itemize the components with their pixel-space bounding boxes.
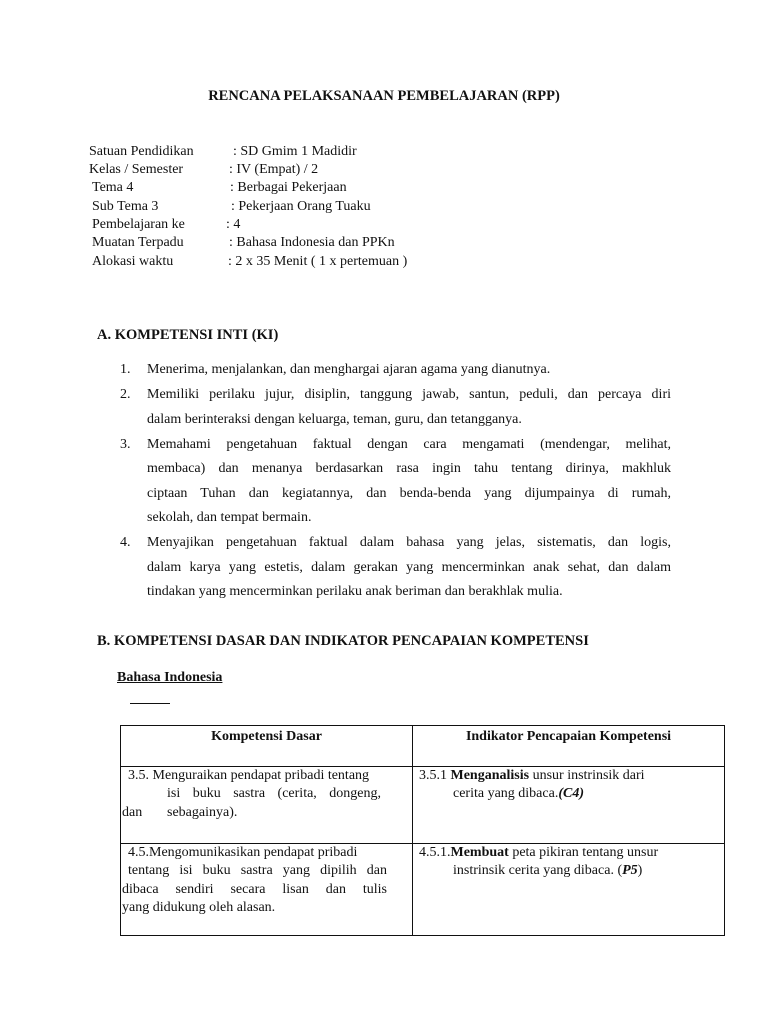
indicator-text: cerita yang dibaca.(C4) bbox=[453, 786, 584, 801]
identity-value: : IV (Empat) / 2 bbox=[229, 162, 319, 177]
identity-label: Kelas / Semester bbox=[89, 162, 184, 177]
indicator-cell bbox=[413, 844, 725, 936]
list-item-number: 3. bbox=[120, 437, 131, 452]
identity-label: Sub Tema 3 bbox=[92, 199, 159, 214]
kd-text: sebagainya). bbox=[167, 805, 238, 820]
identity-label: Alokasi waktu bbox=[92, 254, 174, 269]
list-item-text: tindakan yang mencerminkan perilaku anak beriman dan berakhlak mulia. bbox=[147, 584, 563, 599]
kd-text: tentang isi buku sastra yang dipilih dan bbox=[128, 863, 387, 878]
list-item-text: membaca) dan menanya berdasarkan rasa ingin tahu tentang dirinya, makhluk bbox=[147, 461, 671, 476]
section-a-heading: A. KOMPETENSI INTI (KI) bbox=[97, 327, 279, 343]
list-item-text: ciptaan Tuhan dan kegiatannya, dan benda-benda yang dijumpainya di rumah, bbox=[147, 486, 671, 501]
subject-subheading: Bahasa Indonesia bbox=[117, 670, 223, 685]
indicator-text: instrinsik cerita yang dibaca. (P5) bbox=[453, 863, 643, 878]
divider bbox=[130, 703, 170, 704]
kd-text: isi buku sastra (cerita, dongeng, bbox=[167, 786, 381, 801]
identity-label: Muatan Terpadu bbox=[92, 235, 184, 250]
document-title: RENCANA PELAKSANAAN PEMBELAJARAN (RPP) bbox=[208, 88, 560, 104]
list-item-text: sekolah, dan tempat bermain. bbox=[147, 510, 312, 525]
competency-table bbox=[120, 725, 725, 936]
kd-text: 4.5.Mengomunikasikan pendapat pribadi bbox=[128, 845, 358, 860]
kd-cell bbox=[121, 767, 413, 844]
list-item-number: 1. bbox=[120, 362, 131, 377]
column-header-indicator: Indikator Pencapaian Kompetensi bbox=[413, 726, 725, 767]
indicator-cell bbox=[413, 767, 725, 844]
list-item-text: Memiliki perilaku jujur, disiplin, tanggung jawab, santun, peduli, dan percaya diri bbox=[147, 387, 671, 402]
kd-cell bbox=[121, 844, 413, 936]
table-row bbox=[121, 767, 725, 844]
kd-text: dibaca sendiri secara lisan dan tulis bbox=[122, 882, 387, 897]
identity-value: : 2 x 35 Menit ( 1 x pertemuan ) bbox=[228, 254, 408, 269]
table-row bbox=[121, 844, 725, 936]
column-header-kd: Kompetensi Dasar bbox=[121, 726, 413, 767]
list-item-text: dalam berinteraksi dengan keluarga, teman, guru, dan tetangganya. bbox=[147, 412, 522, 427]
list-item-number: 4. bbox=[120, 535, 131, 550]
indicator-text: 4.5.1.Membuat peta pikiran tentang unsur bbox=[419, 845, 659, 860]
identity-value: : Berbagai Pekerjaan bbox=[230, 180, 347, 195]
kd-text: yang didukung oleh alasan. bbox=[122, 900, 276, 915]
kd-text: 3.5. Menguraikan pendapat pribadi tentang bbox=[128, 768, 370, 783]
identity-value: : SD Gmim 1 Madidir bbox=[233, 144, 357, 159]
identity-value: : Pekerjaan Orang Tuaku bbox=[231, 199, 371, 214]
kd-text: dan bbox=[122, 805, 143, 820]
indicator-text: 3.5.1 Menganalisis unsur instrinsik dari bbox=[419, 768, 645, 783]
identity-value: : 4 bbox=[226, 217, 241, 232]
identity-label: Tema 4 bbox=[92, 180, 134, 195]
identity-value: : Bahasa Indonesia dan PPKn bbox=[229, 235, 395, 250]
table-header-row bbox=[121, 726, 725, 767]
list-item-number: 2. bbox=[120, 387, 131, 402]
list-item-text: Memahami pengetahuan faktual dengan cara mengamati (mendengar, melihat, bbox=[147, 437, 671, 452]
list-item-text: Menerima, menjalankan, dan menghargai ajaran agama yang dianutnya. bbox=[147, 362, 551, 377]
list-item-text: dalam karya yang estetis, dalam gerakan yang mencerminkan anak sehat, dan dalam bbox=[147, 560, 671, 575]
section-b-heading: B. KOMPETENSI DASAR DAN INDIKATOR PENCAPAIAN KOMPETENSI bbox=[97, 633, 589, 649]
identity-label: Pembelajaran ke bbox=[92, 217, 185, 232]
list-item-text: Menyajikan pengetahuan faktual dalam bahasa yang jelas, sistematis, dan logis, bbox=[147, 535, 671, 550]
identity-label: Satuan Pendidikan bbox=[89, 144, 194, 159]
